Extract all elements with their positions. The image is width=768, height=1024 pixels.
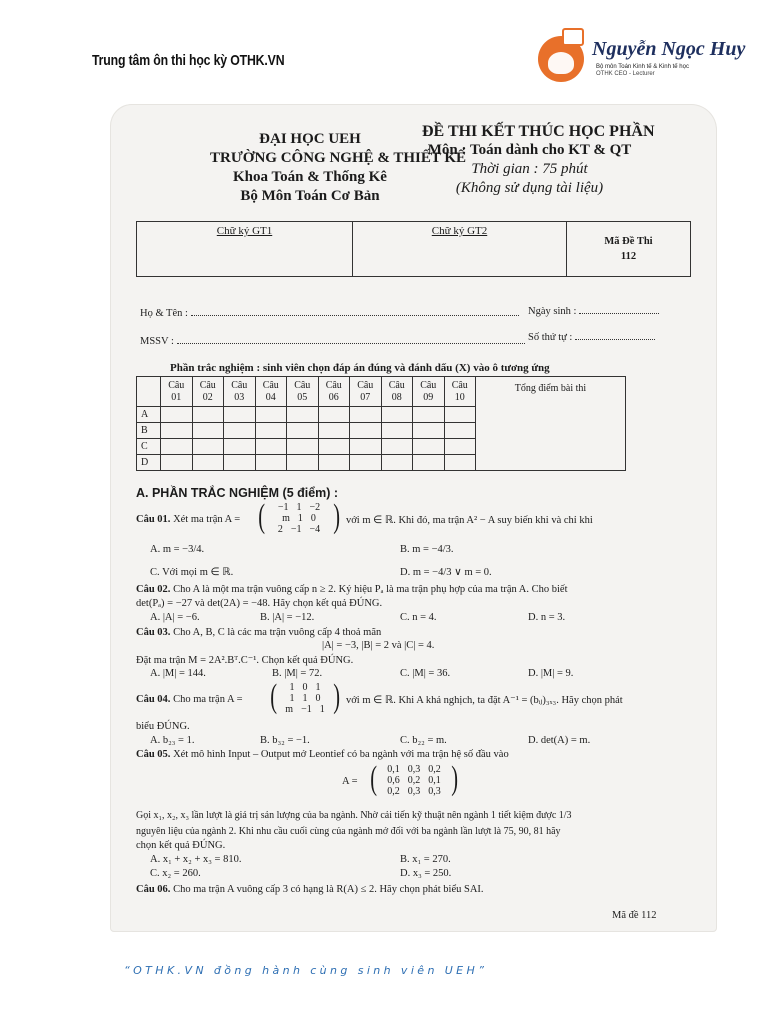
exam-code-cell: Mã Đề Thi 112	[604, 236, 653, 262]
exam-note: (Không sử dụng tài liệu)	[455, 180, 604, 196]
answer-row-label: A	[137, 407, 161, 423]
brand-title: Trung tâm ôn thi học kỳ OTHK.VN	[92, 52, 285, 69]
question-1-cont: với m ∈ ℝ. Khi đó, ma trận A² − A suy biến khi và chỉ khi	[346, 515, 593, 526]
question-4: Câu 04. Cho ma trận A =	[136, 694, 243, 705]
exam-subject: Môn : Toán dành cho KT & QT	[427, 142, 632, 158]
q1-option-a: A. m = −3/4.	[150, 544, 205, 555]
q1-option-c: C. Với mọi m ∈ ℝ.	[150, 567, 234, 578]
signature-box	[136, 221, 691, 277]
answer-row-label: B	[137, 423, 161, 439]
section-title: A. PHẦN TRẮC NGHIỆM (5 điểm) :	[136, 486, 339, 500]
university-name: ĐẠI HỌC UEH	[259, 131, 361, 147]
signature-gt1: Chữ ký GT1	[137, 222, 353, 276]
faculty-name: Khoa Toán & Thống Kê	[233, 169, 387, 185]
logo-role: OTHK CEO - Lecturer	[596, 71, 655, 77]
answer-col-header: Câu 02	[192, 377, 224, 407]
answer-col-header: Câu 03	[224, 377, 256, 407]
q2-option-c: C. n = 4.	[400, 612, 437, 623]
answer-row-label: C	[137, 439, 161, 455]
q4-option-a: A. b₂₃ = 1.	[150, 735, 195, 746]
q5-option-b: B. x₁ = 270.	[400, 854, 451, 865]
q4-matrix: ( 1 0 1 1 1 0 m −1 1 )	[270, 678, 340, 715]
question-2-cont: det(Pₐ) = −27 và det(2A) = −48. Hãy chọn kết quả ĐÚNG.	[136, 598, 383, 609]
school-name: TRƯỜNG CÔNG NGHỆ & THIẾT KẾ	[210, 150, 467, 166]
question-1: Câu 01. Xét ma trận A =	[136, 514, 241, 525]
question-3-cond: |A| = −3, |B| = 2 và |C| = 4.	[322, 640, 435, 651]
q5-matrix-label: A =	[342, 776, 358, 787]
answer-col-header: Câu 08	[381, 377, 413, 407]
exam-title: ĐỀ THI KẾT THÚC HỌC PHẦN	[422, 123, 655, 140]
footer-exam-code: Mã đề 112	[612, 910, 657, 921]
answer-col-header: Câu 05	[287, 377, 319, 407]
q3-option-d: D. |M| = 9.	[528, 668, 574, 679]
question-4-cont: với m ∈ ℝ. Khi A khả nghịch, ta đặt A⁻¹ = (bᵢⱼ)₃ₓ₃. Hãy chọn phát	[346, 695, 623, 706]
q1-option-b: B. m = −4/3.	[400, 544, 454, 555]
q3-option-a: A. |M| = 144.	[150, 668, 206, 679]
question-4-cont2: biểu ĐÚNG.	[136, 721, 190, 732]
exam-info-block	[422, 122, 655, 198]
name-field: Họ & Tên :	[140, 308, 519, 319]
answer-col-header: Câu 04	[255, 377, 287, 407]
question-5-cont: Gọi x₁, x₂, x₃ lần lượt là giá trị sản lượng của ba ngành. Nhờ cải tiến kỹ thuật nên ngành 1 tiết kiệm được 1/3	[136, 810, 572, 821]
answer-table	[136, 376, 626, 471]
answer-col-header: Câu 07	[350, 377, 382, 407]
q5-option-d: D. x₃ = 250.	[400, 868, 452, 879]
signature-gt2: Chữ ký GT2	[353, 222, 567, 276]
q4-option-d: D. det(A) = m.	[528, 735, 591, 746]
department-name: Bộ Môn Toán Cơ Bản	[240, 188, 380, 204]
answer-col-header: Câu 10	[444, 377, 476, 407]
footer-slogan: “OTHK.VN đồng hành cùng sinh viên UEH”	[124, 964, 488, 977]
question-3-cont: Đặt ma trận M = 2A².Bᵀ.C⁻¹. Chọn kết quả ĐÚNG.	[136, 655, 354, 666]
exam-duration: Thời gian : 75 phút	[471, 161, 588, 177]
answer-col-header: Câu 01	[161, 377, 193, 407]
university-block	[210, 130, 467, 206]
question-2: Câu 02. Cho A là một ma trận vuông cấp n ≥ 2. Ký hiệu Pₐ là ma trận phụ hợp của ma trận A. Cho biết	[136, 584, 568, 595]
mc-instruction: Phần trắc nghiệm : sinh viên chọn đáp án đúng và đánh dấu (X) vào ô tương ứng	[170, 362, 550, 374]
q2-option-b: B. |A| = −12.	[260, 612, 315, 623]
question-5-cont2: nguyên liệu của ngành 2. Khi nhu cầu cuối cùng của ngành mở đối với ba ngành lần lượt là 75, 90, 81 hãy	[136, 826, 561, 837]
logo-subtitle: Bộ môn Toán Kinh tế & Kinh tế học	[596, 64, 689, 70]
q5-matrix: ( 0,1 0,3 0,2 0,6 0,2 0,1 0,2 0,3 0,3 )	[370, 760, 458, 797]
answer-row-label: D	[137, 455, 161, 471]
question-6: Câu 06. Cho ma trận A vuông cấp 3 có hạng là R(A) ≤ 2. Hãy chọn phát biểu SAI.	[136, 884, 484, 895]
q4-option-b: B. b₃₂ = −1.	[260, 735, 310, 746]
question-3: Câu 03. Cho A, B, C là các ma trận vuông cấp 4 thoả mãn	[136, 627, 382, 638]
mssv-field: MSSV :	[140, 336, 525, 347]
exam-paper	[110, 104, 717, 932]
answer-col-header: Câu 06	[318, 377, 350, 407]
logo-name: Nguyễn Ngọc Huy	[592, 38, 746, 60]
q2-option-a: A. |A| = −6.	[150, 612, 200, 623]
q1-matrix: ( −1 1 −2 m 1 0 2 −1 −4 )	[258, 498, 340, 535]
question-5-cont3: chọn kết quả ĐÚNG.	[136, 840, 226, 851]
q4-option-c: C. b₂₂ = m.	[400, 735, 447, 746]
book-icon	[562, 28, 584, 46]
dob-field: Ngày sinh :	[528, 306, 659, 317]
answer-col-header: Câu 09	[413, 377, 445, 407]
q1-option-d: D. m = −4/3 ∨ m = 0.	[400, 567, 492, 578]
total-score-cell: Tổng điểm bài thi	[476, 377, 626, 471]
order-field: Số thứ tự :	[528, 332, 655, 343]
q3-option-b: B. |M| = 72.	[272, 668, 323, 679]
logo	[538, 22, 746, 86]
q2-option-d: D. n = 3.	[528, 612, 566, 623]
q3-option-c: C. |M| = 36.	[400, 668, 451, 679]
q5-option-c: C. x₂ = 260.	[150, 868, 201, 879]
q5-option-a: A. x₁ + x₂ + x₃ = 810.	[150, 854, 242, 865]
question-5: Câu 05. Xét mô hình Input – Output mở Leontief có ba ngành với ma trận hệ số đầu vào	[136, 749, 509, 760]
